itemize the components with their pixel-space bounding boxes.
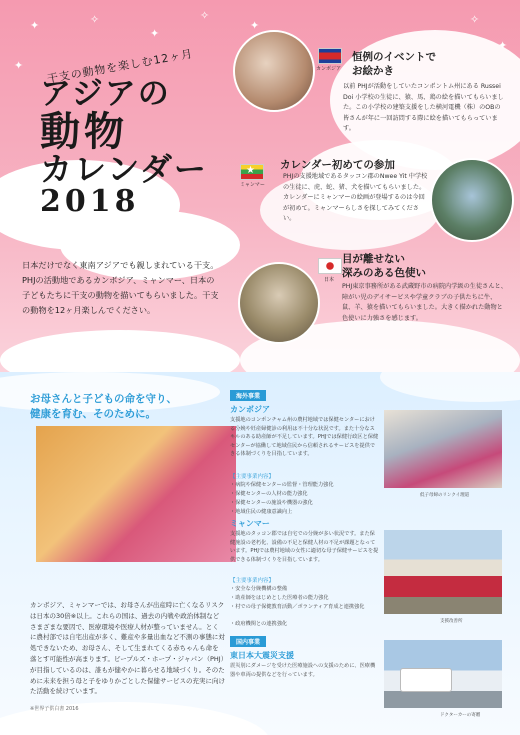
domestic-photo-caption: ドクターカーの寄贈	[440, 713, 481, 718]
page-title	[40, 78, 210, 218]
myanmar-section-body: PHJの支援地域であるタッコン郡のNwee Yit 中学校の生徒に、虎、蛇、猪、犬を描いてもらいました。カレンダーにミャンマーの絵画が登場するのは今回が初めて。ミャンマーらしさを探してみてください。	[283, 173, 428, 222]
title-line-4: 2018	[40, 184, 140, 220]
domestic-project-body: 震災別にダメージを受けた医療施設への支援のために、医療機器や車両の提供などを行っています。	[230, 663, 376, 678]
source-note: ※世界子供白書 2016	[30, 706, 79, 712]
bottom-body-text: カンボジア、ミャンマーでは、お母さんが出産時に亡くなるリスクは日本の30倍※以上。これらの国は、過去の内戦や政治体制などさまざまな要因で、医療環境や医療人材が整っていません。とくに農村部では自宅出産が多く、難産や多量出血など不測の事態に対処できないため、お母さん、そして生まれてくる赤ちゃんも命を落とす可能性が高まります。ピープルズ・ホープ・ジャパン（PHJ）が目指しているのは、誰もが健やかに暮らせる地域づくり。そのために未来を担う母と子をゆりかごとした保健サービスの充実に向けた活動を続けています。	[30, 601, 225, 696]
myanmar-photo-caption: 支援改善所	[440, 619, 463, 624]
myanmar-list-2: ・助産師をはじめとした医療者の能力強化	[230, 595, 329, 601]
myanmar-flag-caption: ミャンマー	[240, 182, 265, 188]
domestic-tag: 国内事業	[230, 636, 266, 647]
bottom-heading: お母さんと子どもの命を守り、 健康を育む、そのために。	[30, 393, 177, 420]
cambodia-flag-icon	[318, 48, 342, 64]
cambodia-list-4: ・地域住民の健康意識向上	[230, 509, 293, 515]
mother-baby-photo	[36, 426, 236, 562]
myanmar-list-1: ・安全な分娩機構の整備	[230, 586, 288, 592]
myanmar-list-4: ・政府機関との連携強化	[230, 621, 288, 627]
cambodia-section-title: 恒例のイベントで お絵かき	[352, 51, 436, 77]
cambodia-list-3: ・保健センターの施設や機器の強化	[230, 500, 313, 506]
title-line-3: カレンダー	[40, 149, 208, 188]
myanmar-flag-star-icon: ★	[246, 165, 255, 176]
cambodia-list-1: ・病院や保健センターの監督・管理能力強化	[230, 482, 334, 488]
japan-flag-caption: 日本	[324, 277, 335, 283]
cambodia-list-2: ・保健センターの人材の能力強化	[230, 491, 308, 497]
myanmar-section-title: カレンダー初めての参加	[280, 159, 395, 171]
title-line-1: アジアの	[40, 76, 171, 112]
top-section: ✦ ✧ ✦ ✧ ✦ ✦ ✧ ✦	[0, 0, 520, 372]
title-line-2: 動物	[40, 107, 128, 155]
cambodia-classroom-photo	[233, 30, 315, 112]
myanmar-classroom-photo	[430, 158, 514, 242]
japan-children-photo	[238, 262, 320, 344]
cambodia-health-center-photo	[384, 410, 502, 488]
subtitle: 干支の動物を楽しむ12ヶ月	[46, 47, 195, 86]
cambodia-project-body: 支援地のコンポンチャム州の農村地域では保健センターにおける分娩や妊産婦健診の利用は不十分な状況です。また十分なスキルのある助産師が不足しています。PHJでは保健行政区と保健センターが協働して地域住民から信頼されるサービスを提供できる体制づくりを目指しています。	[230, 417, 379, 458]
myanmar-list-3: ・村での母子保健教育活動／ボランティア育成と連携強化	[230, 604, 365, 610]
overseas-tag: 海外事業	[230, 390, 266, 401]
japan-section-title: 目が離せない 深みのある色使い	[342, 253, 426, 279]
ambulance-shape	[400, 668, 452, 692]
cambodia-section-body: 以前 PHJが活動をしていたコンポントム州にある Russei Doi 小学校の生徒に、猿、馬、鶏の絵を描いてもらいました。この小学校の建築支援をした横河電機（株）のOBの皆さんが年に一回訪問する際に絵を描いてもらっています。	[343, 83, 504, 132]
domestic-project-heading: 東日本大震災支援	[230, 651, 294, 660]
cambodia-flag-caption: カンボジア	[316, 66, 342, 72]
intro-text: 日本だけでなく東南アジアでも親しまれている干支。PHJの活動地であるカンボジア、ミャンマー、日本の子どもたちに干支の動物を描いてもらいました。干支の動物を12ヶ月楽しんでください。	[22, 260, 219, 315]
myanmar-project-body: 支援地のタッコン郡では自宅での分娩が多い状況です。また保健施設の老朽化、設備の不足と保健人材の不足が課題となっています。PHJでは農村地域の女性に適切な母子保健サービスを提供できる体制づくりを目指しています。	[230, 531, 379, 563]
myanmar-project-heading: ミャンマー	[230, 519, 270, 528]
myanmar-list-heading: 【主要事業内容】	[230, 578, 275, 584]
cambodia-list-heading: 【主要事業内容】	[230, 474, 275, 480]
myanmar-staff-photo	[384, 530, 502, 614]
cambodia-photo-caption: 低子母婦のリンクイ理道	[420, 493, 470, 498]
japan-flag-icon	[318, 258, 342, 274]
cambodia-project-heading: カンボジア	[230, 405, 270, 414]
japan-section-body: PHJ東京事務所がある武蔵野市の病院内学級の生徒さんと、障がい児のデイサービスや学童クラブの子供たちに牛、鼠、羊、猿を描いてもらいました。大きく描かれた動物と色使いに力強さを感じます。	[342, 283, 507, 322]
